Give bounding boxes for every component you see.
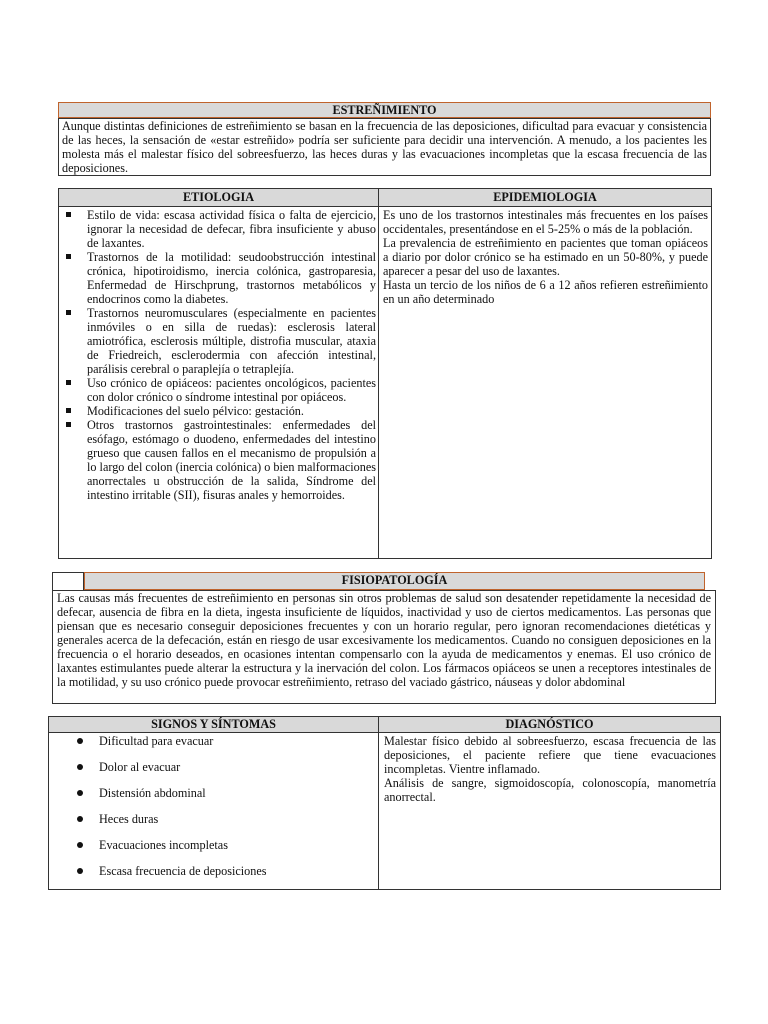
list-item: Uso crónico de opiáceos: pacientes oncológicos, pacientes con dolor crónico o síndrome intestinal por opiáceos. (58, 376, 376, 404)
epidemiologia-body (383, 208, 708, 306)
signos-title: SIGNOS Y SÍNTOMAS (48, 716, 379, 733)
list-item: Estilo de vida: escasa actividad física o falta de ejercicio, ignorar la necesidad de defecar, fibra insuficiente y abuso de laxantes. (58, 208, 376, 250)
diagnostico-body (384, 734, 716, 804)
diagnostico-paragraph: Malestar físico debido al sobreesfuerzo, escasa frecuencia de las deposiciones, el paciente refiere que tiene evacuaciones incompletas. Vientre inflamado. (384, 734, 716, 776)
list-item: Evacuaciones incompletas (58, 837, 376, 863)
list-item: Dolor al evacuar (58, 759, 376, 785)
epidemiologia-paragraph: La prevalencia de estreñimiento en pacientes que toman opiáceos a diario por dolor crónico se ha estimado en un 50-80%, y puede aparecer a pesar del uso de laxantes. (383, 236, 708, 278)
list-item: Trastornos de la motilidad: seudoobstrucción intestinal crónica, hipotiroidismo, inercia colónica, gastroparesia, Enfermedad de Hirschprung, trastornos metabólicos y endocrinos como la diabetes. (58, 250, 376, 306)
list-item: Otros trastornos gastrointestinales: enfermedades del esófago, estómago o duodeno, enfermedades del intestino grueso que causen fallos en el mecanismo de propulsión a lo largo del colon (inercia colónica) o bien malformaciones anorrectales u obstrucción de la salida, Síndrome del intestino irritable (SII), fisuras anales y hemorroides. (58, 418, 376, 502)
signos-divider (378, 733, 379, 890)
epidemiologia-paragraph: Hasta un tercio de los niños de 6 a 12 años refieren estreñimiento en un año determinado (383, 278, 708, 306)
list-item: Distensión abdominal (58, 785, 376, 811)
diagnostico-paragraph: Análisis de sangre, sigmoidoscopía, colonoscopía, manometría anorrectal. (384, 776, 716, 804)
list-item: Modificaciones del suelo pélvico: gestación. (58, 404, 376, 418)
signos-list (58, 733, 376, 889)
list-item: Heces duras (58, 811, 376, 837)
fisiopatologia-corner-cell (52, 572, 84, 590)
fisiopatologia-title: FISIOPATOLOGÍA (84, 572, 705, 590)
diagnostico-title: DIAGNÓSTICO (378, 716, 721, 733)
epidemiologia-title: EPIDEMIOLOGIA (378, 188, 712, 207)
estrenimiento-title: ESTREÑIMIENTO (58, 102, 711, 118)
list-item: Escasa frecuencia de deposiciones (58, 863, 376, 889)
list-item: Dificultad para evacuar (58, 733, 376, 759)
epidemiologia-paragraph: Es uno de los trastornos intestinales más frecuentes en los países occidentales, presentándose en el 5-25% o más de la población. (383, 208, 708, 236)
estrenimiento-body: Aunque distintas definiciones de estreñimiento se basan en la frecuencia de las deposiciones, dificultad para evacuar y consistencia de las heces, la sensación de «estar estreñido» podría ser suficiente para decidir una intervención. A menudo, a los pacientes les molesta más el malestar físico del sobreesfuerzo, las heces duras y las evacuaciones incompletas que la escasa frecuencia de las deposiciones. (58, 118, 711, 176)
fisiopatologia-body: Las causas más frecuentes de estreñimiento en personas sin otros problemas de salud son desatender repetidamente la necesidad de defecar, ausencia de fibra en la dieta, ingesta insuficiente de líquidos, inactividad y uso de ciertos medicamentos. Las personas que piensan que es necesario conseguir deposiciones frecuentes y con un horario regular, pero ignoran recomendaciones dietéticas y generales acerca de la defecación, están en riesgo de usar excesivamente los medicamentos. Cuando no consiguen deposiciones en la frecuencia o el horario deseados, en ocasiones intentan compensarlo con la ayuda de medicamentos y enemas. El uso crónico de laxantes estimulantes puede alterar la estructura y la inervación del colon. Los fármacos opiáceos se unen a receptores intestinales de la motilidad, y su uso crónico puede provocar estreñimiento, retraso del vaciado gástrico, náuseas y dolor abdominal (52, 590, 716, 704)
list-item: Trastornos neuromusculares (especialmente en pacientes inmóviles o en silla de ruedas): esclerosis lateral amiotrófica, esclerosis múltiple, distrofia muscular, ataxia de Friedreich, esclerodermia con afección intestinal, parálisis cerebral o paraplejía o tetraplejía. (58, 306, 376, 376)
etiologia-title: ETIOLOGIA (58, 188, 379, 207)
etiologia-divider (378, 207, 379, 559)
etiologia-list (58, 208, 376, 502)
